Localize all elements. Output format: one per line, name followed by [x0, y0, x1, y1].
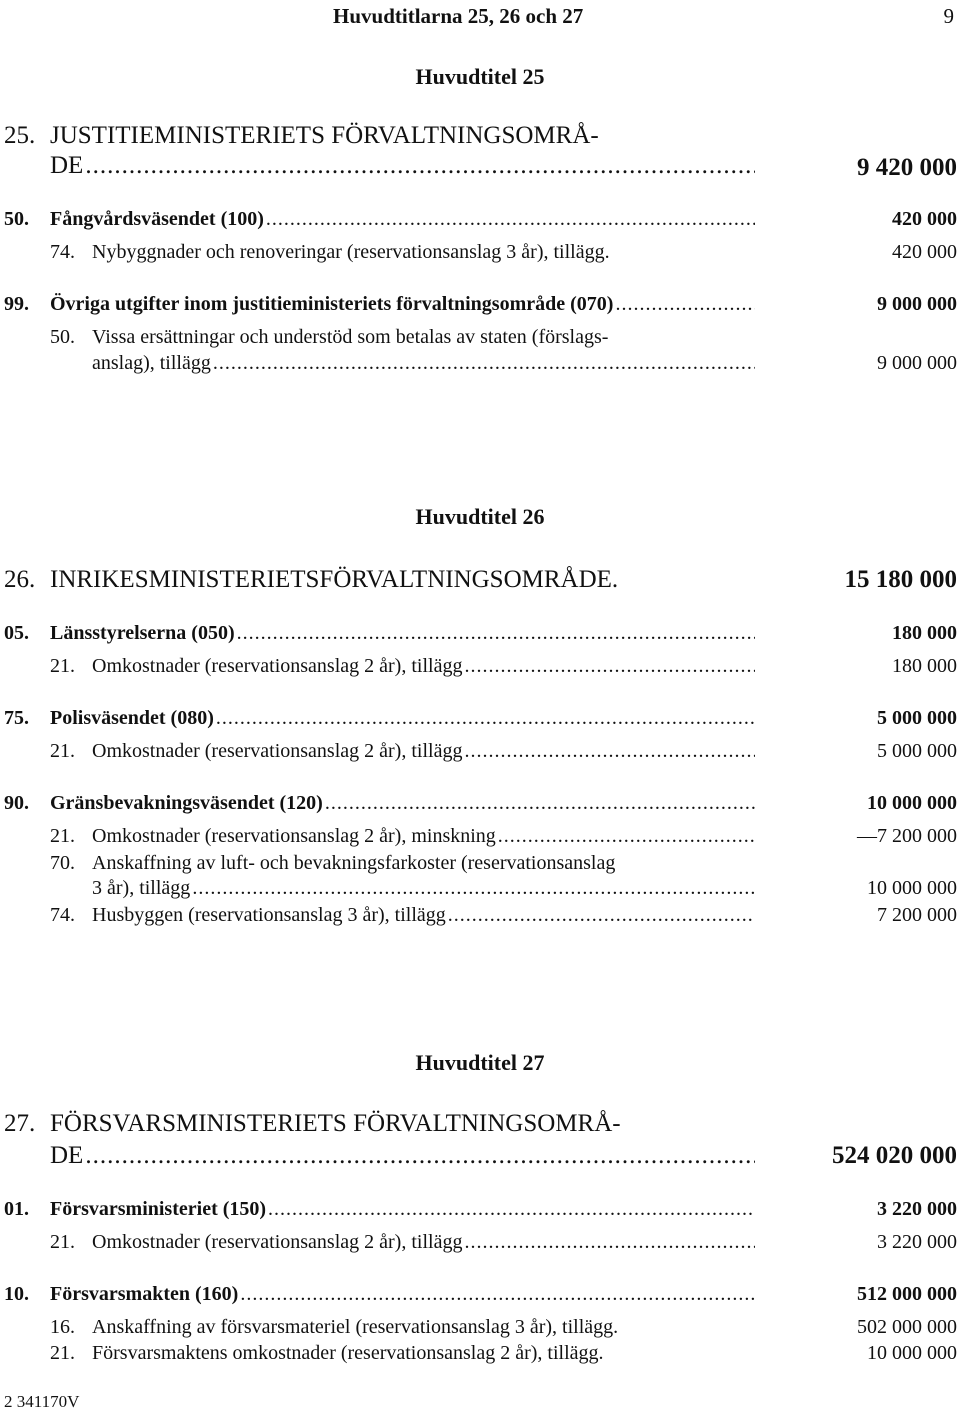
- entry-text: Omkostnader (reservationsanslag 2 år), tillägg .....: [92, 740, 755, 763]
- entry-number: 21.: [50, 740, 75, 762]
- entry-number: 74.: [50, 904, 75, 926]
- main-title-line1: FÖRSVARSMINISTERIETS FÖRVALTNINGSOMRÅ-: [50, 1110, 621, 1137]
- entry-number: 75.: [4, 707, 29, 729]
- entry-number: 90.: [4, 792, 29, 814]
- main-number: 27.: [4, 1110, 36, 1137]
- main-title-line2: DE .....: [50, 1142, 755, 1170]
- entry-number: 01.: [4, 1198, 29, 1220]
- entry-text: Gränsbevakningsväsendet (120) .....: [50, 792, 755, 815]
- entry-amount: 9 000 000: [877, 352, 957, 374]
- entry-amount: 420 000: [892, 208, 957, 230]
- entry-text: Anskaffning av luft- och bevakningsfarkoster (reservationsanslag: [92, 852, 616, 874]
- entry-amount: 180 000: [892, 655, 957, 677]
- main-title-line2: DE .....: [50, 152, 755, 180]
- entry-text: Länsstyrelserna (050) .....: [50, 622, 755, 645]
- entry-amount: 3 220 000: [877, 1231, 957, 1253]
- entry-number: 10.: [4, 1283, 29, 1305]
- entry-text-continued: 3 år), tillägg .....: [92, 877, 755, 900]
- entry-number: 99.: [4, 293, 29, 315]
- entry-number: 50.: [4, 208, 29, 230]
- entry-amount: 10 000 000: [867, 877, 957, 899]
- entry-number: 21.: [50, 825, 75, 847]
- entry-amount: 5 000 000: [877, 740, 957, 762]
- entry-number: 21.: [50, 655, 75, 677]
- entry-amount: 512 000 000: [857, 1283, 957, 1305]
- entry-text: Försvarsmakten (160) .....: [50, 1283, 755, 1306]
- entry-text: Försvarsministeriet (150) .....: [50, 1198, 755, 1221]
- entry-text: Polisväsendet (080) .....: [50, 707, 755, 730]
- entry-number: 16.: [50, 1316, 75, 1338]
- main-title-line1: JUSTITIEMINISTERIETS FÖRVALTNINGSOMRÅ-: [50, 122, 599, 149]
- entry-amount: 180 000: [892, 622, 957, 644]
- entry-text: Omkostnader (reservationsanslag 2 år), tillägg .....: [92, 655, 755, 678]
- entry-text-continued: anslag), tillägg .....: [92, 352, 755, 375]
- main-title-line1: INRIKESMINISTERIETSFÖRVALTNINGSOMRÅDE.: [50, 566, 619, 593]
- entry-text: Vissa ersättningar och understöd som betalas av staten (förslags-: [92, 326, 609, 348]
- entry-amount: 5 000 000: [877, 707, 957, 729]
- section-heading-27: Huvudtitel 27: [415, 1050, 545, 1075]
- entry-number: 50.: [50, 326, 75, 348]
- entry-text: Omkostnader (reservationsanslag 2 år), tillägg .....: [92, 1231, 755, 1254]
- entry-number: 21.: [50, 1342, 75, 1364]
- main-amount: 524 020 000: [832, 1142, 957, 1169]
- entry-amount: —7 200 000: [857, 825, 957, 847]
- entry-amount: 10 000 000: [867, 792, 957, 814]
- entry-text: Anskaffning av försvarsmateriel (reservationsanslag 3 år), tillägg.: [92, 1316, 619, 1338]
- entry-text: Husbyggen (reservationsanslag 3 år), tillägg .....: [92, 904, 755, 927]
- entry-text: Övriga utgifter inom justitieministeriets förvaltningsområde (070) .....: [50, 293, 755, 316]
- page-number: 9: [943, 4, 954, 28]
- main-amount: 9 420 000: [857, 154, 957, 181]
- section-heading-26: Huvudtitel 26: [415, 504, 545, 529]
- section-heading-25: Huvudtitel 25: [415, 64, 545, 89]
- entry-amount: 420 000: [892, 241, 957, 263]
- main-number: 26.: [4, 566, 36, 593]
- entry-amount: 502 000 000: [857, 1316, 957, 1338]
- entry-text: Omkostnader (reservationsanslag 2 år), minskning .....: [92, 825, 755, 848]
- entry-number: 05.: [4, 622, 29, 644]
- footer-code: 2 341170V: [4, 1392, 80, 1411]
- entry-amount: 3 220 000: [877, 1198, 957, 1220]
- entry-number: 70.: [50, 852, 75, 874]
- main-number: 25.: [4, 122, 36, 149]
- entry-text: Nybyggnader och renoveringar (reservationsanslag 3 år), tillägg.: [92, 241, 610, 263]
- entry-amount: 9 000 000: [877, 293, 957, 315]
- entry-text: Försvarsmaktens omkostnader (reservationsanslag 2 år), tillägg.: [92, 1342, 604, 1364]
- entry-number: 21.: [50, 1231, 75, 1253]
- entry-number: 74.: [50, 241, 75, 263]
- entry-amount: 7 200 000: [877, 904, 957, 926]
- page-header-title: Huvudtitlarna 25, 26 och 27: [333, 4, 584, 28]
- main-amount: 15 180 000: [844, 566, 957, 593]
- entry-text: Fångvårdsväsendet (100) .....: [50, 208, 755, 231]
- entry-amount: 10 000 000: [867, 1342, 957, 1364]
